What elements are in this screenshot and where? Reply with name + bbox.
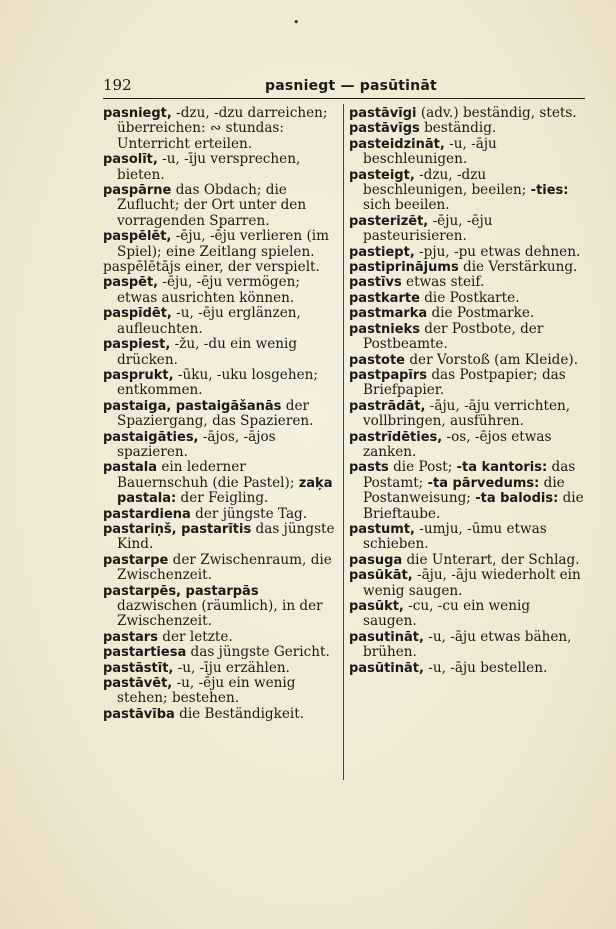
definition: -os, -ējos etwas zanken. xyxy=(363,428,552,460)
headword: pastmarka xyxy=(349,306,428,322)
dictionary-entry xyxy=(349,106,585,121)
dictionary-entry xyxy=(103,645,339,660)
headword: pastāvība xyxy=(103,706,175,722)
dictionary-entry xyxy=(349,399,585,430)
headword: pastāvēt, xyxy=(103,676,173,692)
headword: paspēlēt, xyxy=(103,229,172,245)
definition: -u, -āju beschleunigen. xyxy=(363,135,497,168)
dictionary-entry xyxy=(349,121,585,136)
headword: pasūkāt, xyxy=(349,568,413,584)
definition: die Beständigkeit. xyxy=(174,705,305,722)
headword: pastardiena xyxy=(103,506,191,522)
definition: der Postbote, der Postbeamte. xyxy=(363,320,544,353)
definition: -u, -āju etwas bähen, brühen. xyxy=(363,628,572,661)
top-mark: • xyxy=(293,16,300,29)
running-head: pasniegt — pasūtināt xyxy=(265,78,437,94)
definition: -u, -ēju erglänzen, aufleuchten. xyxy=(117,305,301,337)
definition: -dzu, -dzu darreichen; überreichen: ∾ stundas: Unterricht erteilen. xyxy=(117,105,328,152)
subentry: -ta pārvedums: xyxy=(427,475,540,491)
headword: pastariņš, pastarītis xyxy=(103,521,252,537)
headword: pastarpe xyxy=(103,552,169,568)
dictionary-entry xyxy=(349,245,585,260)
headword: pastote xyxy=(349,352,405,368)
dictionary-entry xyxy=(349,599,585,630)
definition: das jüngste Kind. xyxy=(117,520,335,553)
dictionary-entry xyxy=(349,214,585,245)
dictionary-entry xyxy=(103,306,339,337)
definition: der letzte. xyxy=(157,628,233,645)
dictionary-entry xyxy=(103,183,339,229)
definition: das Postpapier; das Briefpapier. xyxy=(363,366,566,399)
dictionary-entry xyxy=(349,275,585,290)
definition: (adv.) beständig, stets. xyxy=(416,105,577,121)
page-header xyxy=(103,76,585,99)
headword: pastāstīt, xyxy=(103,660,174,676)
definition: das jüngste Gericht. xyxy=(186,644,330,661)
headword: pasolīt, xyxy=(103,152,158,168)
definition: die Post; xyxy=(388,459,457,476)
headword: pastiprinājums xyxy=(349,260,459,276)
dictionary-entry xyxy=(103,399,339,430)
definition: -dzu, -dzu beschleunigen, beeilen; xyxy=(363,166,531,199)
headword: pastrīdēties, xyxy=(349,429,443,445)
definition: die Postkarte. xyxy=(419,289,520,306)
definition: der Feigling. xyxy=(176,490,269,507)
subentry: zaķa pastala: xyxy=(117,475,333,507)
dictionary-entry xyxy=(103,275,339,306)
dictionary-entry xyxy=(349,291,585,306)
definition: sich beeilen. xyxy=(363,197,450,214)
dictionary-entry xyxy=(103,553,339,584)
dictionary-entry xyxy=(349,368,585,399)
headword: paspiest, xyxy=(103,337,171,353)
headword: pastala xyxy=(103,460,158,476)
subentry: -ta kantoris: xyxy=(456,460,548,476)
definition: -u, -ēju ein wenig stehen; bestehen. xyxy=(117,675,296,707)
headword: paspārne xyxy=(103,183,172,199)
headword: pastāvīgs xyxy=(349,121,420,137)
headword: pastrādāt, xyxy=(349,398,426,414)
dictionary-entry xyxy=(349,322,585,353)
dictionary-entry xyxy=(103,106,339,152)
headword: pasteidzināt, xyxy=(349,136,445,152)
definition: der Spaziergang, das Spazieren. xyxy=(117,397,314,430)
left-column xyxy=(103,106,339,722)
headword: pasprukt, xyxy=(103,367,174,383)
dictionary-entry xyxy=(349,306,585,321)
definition: -žu, -du ein wenig drücken. xyxy=(117,336,298,368)
dictionary-entry xyxy=(103,661,339,676)
dictionary-entry xyxy=(349,661,585,676)
headword: pastpapīrs xyxy=(349,367,428,383)
definition: das Postamt; xyxy=(363,459,576,491)
subentry: -ta balodis: xyxy=(475,491,559,507)
definition: ein lederner Bauernschuh (die Pastel); xyxy=(117,459,299,491)
definition: -āju, -āju verrichten, vollbringen, ausführen. xyxy=(363,397,571,430)
definition: -ēju, -ēju verlieren (im Spiel); eine Zeitlang spielen. xyxy=(117,228,329,260)
definition: -u, -īju erzählen. xyxy=(173,659,290,676)
dictionary-entry xyxy=(103,507,339,522)
column-divider xyxy=(343,104,344,780)
headword: paspīdēt, xyxy=(103,306,172,322)
dictionary-entry xyxy=(349,260,585,275)
definition: das Obdach; die Zuflucht; der Ort unter den vorragenden Sparren. xyxy=(117,182,307,229)
dictionary-entry xyxy=(103,460,339,506)
definition: die Unterart, der Schlag. xyxy=(402,551,580,568)
definition: der jüngste Tag. xyxy=(190,505,308,522)
dictionary-entry xyxy=(349,568,585,599)
dictionary-entry xyxy=(103,707,339,722)
headword: pastīvs xyxy=(349,275,402,291)
definition: -ēju, -ēju pasteurisieren. xyxy=(363,212,493,245)
headword: pastaigāties, xyxy=(103,429,199,445)
dictionary-entry xyxy=(103,676,339,707)
headword: pasūkt, xyxy=(349,599,404,614)
definition: paspēlētājs einer, der verspielt. xyxy=(103,259,320,276)
dictionary-entry xyxy=(103,152,339,183)
headword: pasteigt, xyxy=(349,167,415,183)
headword: pastāvīgi xyxy=(349,106,417,121)
headword: pastnieks xyxy=(349,321,420,337)
dictionary-entry xyxy=(349,630,585,661)
dictionary-entry xyxy=(349,168,585,214)
dictionary-entry xyxy=(349,460,585,522)
headword: pasniegt, xyxy=(103,106,172,121)
definition: die Postanweisung; xyxy=(363,474,565,507)
subentry: -ties: xyxy=(530,183,569,199)
dictionary-entry xyxy=(349,522,585,553)
headword: pastiept, xyxy=(349,244,415,260)
dictionary-entry xyxy=(349,137,585,168)
dictionary-entry xyxy=(349,353,585,368)
definition: der Zwischenraum, die Zwischenzeit. xyxy=(117,551,332,584)
definition: -u, -āju bestellen. xyxy=(423,659,548,676)
headword: pastartiesa xyxy=(103,645,187,661)
dictionary-entry xyxy=(349,430,585,461)
dictionary-entry xyxy=(103,522,339,553)
definition: beständig. xyxy=(419,120,497,137)
dictionary-entry xyxy=(103,430,339,461)
definition: -ūku, -uku losgehen; entkommen. xyxy=(117,366,318,399)
definition: -āju, -āju wiederholt ein wenig saugen. xyxy=(363,567,581,599)
dictionary-entry xyxy=(349,553,585,568)
definition: -u, -īju versprechen, bieten. xyxy=(117,151,301,183)
definition: die Postmarke. xyxy=(427,305,535,322)
definition: etwas steif. xyxy=(401,274,485,291)
definition: -ēju, -ēju vermögen; etwas ausrichten können. xyxy=(117,274,300,306)
definition: -ājos, -ājos spazieren. xyxy=(117,428,276,460)
headword: pasterizēt, xyxy=(349,213,429,229)
dictionary-entry xyxy=(103,260,339,275)
definition: die Verstärkung. xyxy=(458,259,578,276)
headword: pasūtināt, xyxy=(349,660,424,676)
definition: -umju, -ūmu etwas schieben. xyxy=(363,520,547,553)
headword: pastarpēs, pastarpās xyxy=(103,583,259,599)
dictionary-entry xyxy=(103,368,339,399)
definition: die Brieftaube. xyxy=(363,490,584,522)
headword: pastaiga, pastaigāšanās xyxy=(103,398,282,414)
dictionary-entry xyxy=(103,584,339,630)
headword: pastars xyxy=(103,629,158,645)
dictionary-entry xyxy=(103,229,339,260)
definition: -pju, -pu etwas dehnen. xyxy=(414,243,581,260)
right-column xyxy=(349,106,585,676)
definition: der Vorstoß (am Kleide). xyxy=(405,351,579,368)
headword: pastumt, xyxy=(349,521,415,537)
definition: -cu, -cu ein wenig saugen. xyxy=(363,598,531,630)
headword: pasuga xyxy=(349,552,403,568)
definition: dazwischen (räumlich), in der Zwischenzeit. xyxy=(117,598,323,630)
headword: pastkarte xyxy=(349,290,420,306)
headword: pasutināt, xyxy=(349,629,424,645)
headword: pasts xyxy=(349,460,389,476)
headword: paspēt, xyxy=(103,275,159,291)
page-number: 192 xyxy=(103,76,132,94)
dictionary-entry xyxy=(103,630,339,645)
dictionary-entry xyxy=(103,337,339,368)
